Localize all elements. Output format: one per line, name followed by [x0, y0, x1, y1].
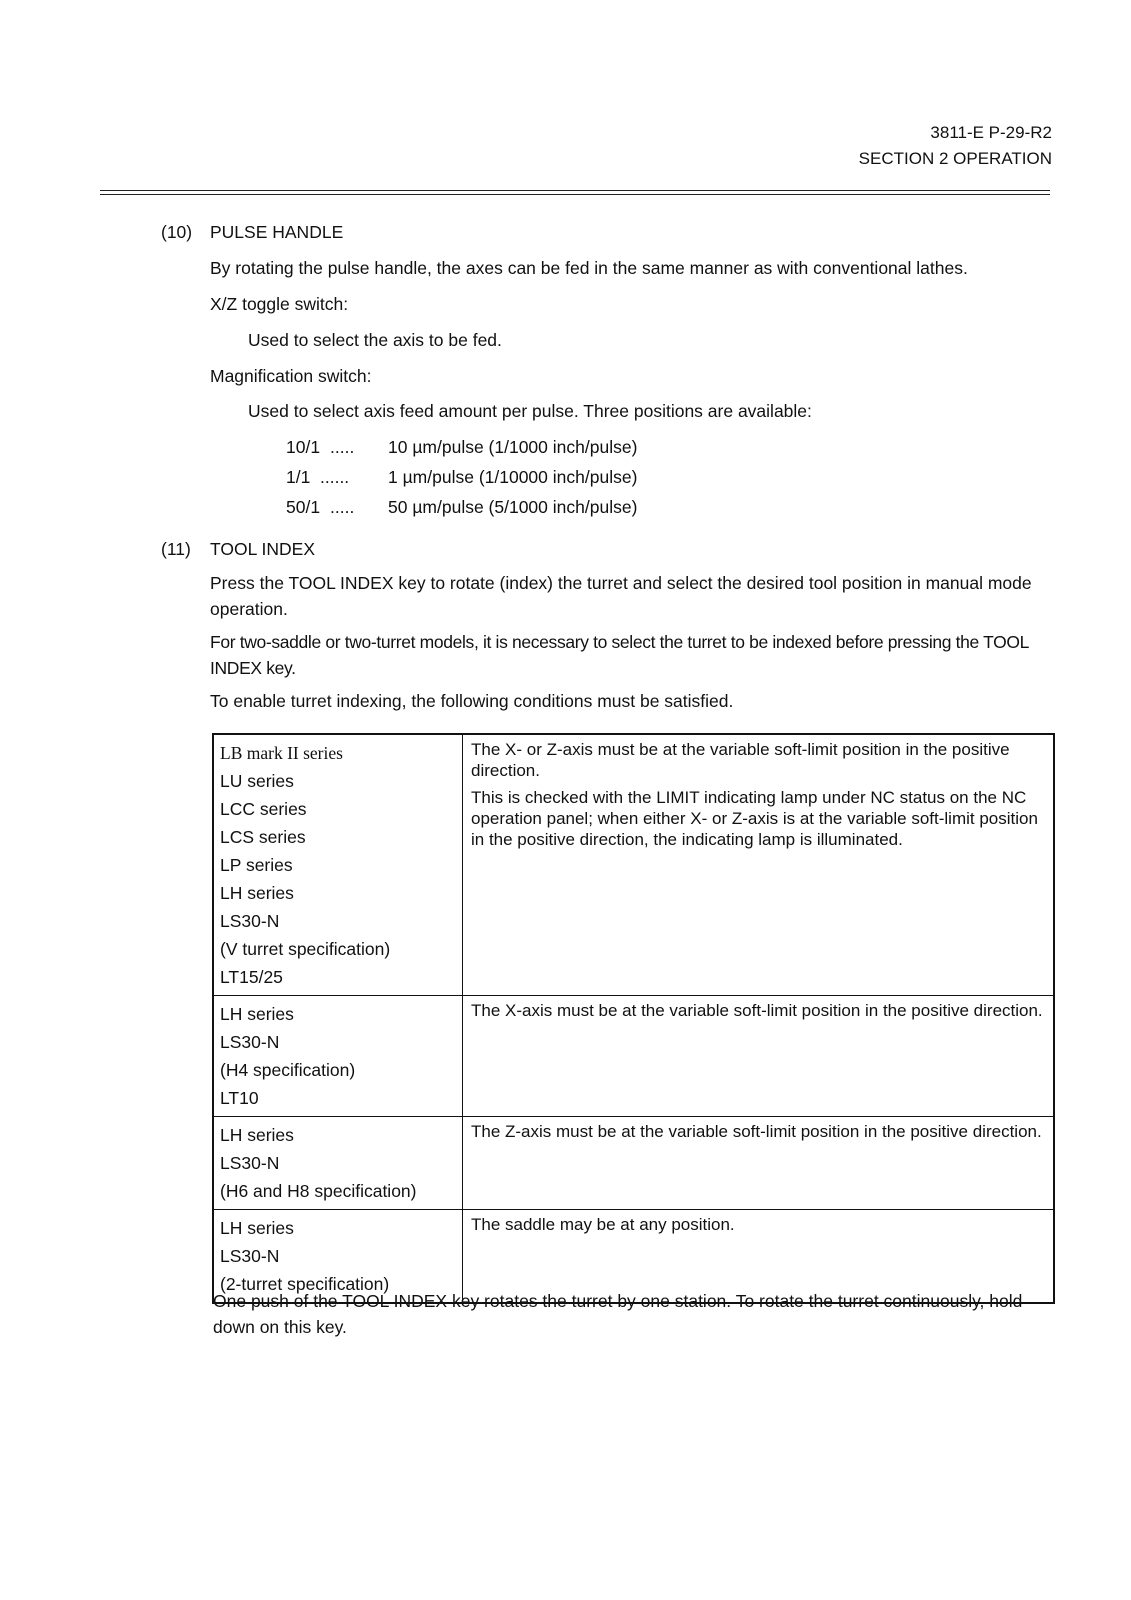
model-name: (2-turret specification)	[220, 1274, 390, 1294]
condition-text: The saddle may be at any position.	[471, 1215, 735, 1234]
position-value: 1 µm/pulse (1/10000 inch/pulse)	[388, 467, 638, 487]
header-rule-top	[100, 190, 1050, 191]
model-name: LCS series	[220, 827, 306, 847]
xz-toggle-desc: Used to select the axis to be fed.	[248, 330, 502, 350]
model-name: LH series	[220, 883, 294, 903]
model-name: LB mark II series	[220, 743, 343, 763]
models-cell	[213, 996, 463, 1117]
table-row	[213, 996, 1054, 1117]
condition-text: The X- or Z-axis must be at the variable soft-limit position in the positive direction.	[471, 740, 1010, 780]
magnification-label: Magnification switch:	[210, 366, 372, 386]
condition-cell	[463, 734, 1055, 996]
document-code: 3811-E P-29-R2	[930, 123, 1052, 142]
section-11-para1: Press the TOOL INDEX key to rotate (index) the turret and select the desired tool position in manual mode operation.	[210, 573, 1032, 619]
model-name: (V turret specification)	[220, 939, 391, 959]
page-header	[859, 120, 1052, 172]
section-heading: SECTION 2 OPERATION	[858, 149, 1052, 168]
position-ratio: 1/1	[286, 467, 311, 487]
position-ratio: 50/1	[286, 497, 321, 517]
model-name: LS30-N	[220, 911, 280, 931]
position-dots: .....	[330, 437, 355, 457]
condition-cell	[463, 1117, 1055, 1210]
model-name: LS30-N	[220, 1032, 280, 1052]
section-11-closing: One push of the TOOL INDEX key rotates the turret by one station. To rotate the turret continuously, hold down on this key.	[213, 1291, 1023, 1337]
model-name: LP series	[220, 855, 293, 875]
section-10-title: PULSE HANDLE	[210, 222, 344, 242]
model-name: (H6 and H8 specification)	[220, 1181, 417, 1201]
model-name: LH series	[220, 1125, 294, 1145]
table-row	[213, 1117, 1054, 1210]
header-rule-bottom	[100, 194, 1050, 195]
condition-text: The X-axis must be at the variable soft-limit position in the positive direction.	[471, 1001, 1043, 1020]
model-name: LS30-N	[220, 1246, 280, 1266]
position-value: 50 µm/pulse (5/1000 inch/pulse)	[388, 497, 638, 517]
model-name: (H4 specification)	[220, 1060, 356, 1080]
condition-text: The Z-axis must be at the variable soft-limit position in the positive direction.	[471, 1122, 1042, 1141]
position-ratio: 10/1	[286, 437, 321, 457]
condition-cell	[463, 996, 1055, 1117]
magnification-desc: Used to select axis feed amount per pulse. Three positions are available:	[248, 401, 812, 421]
xz-toggle-label: X/Z toggle switch:	[210, 294, 349, 314]
model-name: LT15/25	[220, 967, 283, 987]
model-name: LS30-N	[220, 1153, 280, 1173]
model-name: LH series	[220, 1218, 294, 1238]
model-name: LT10	[220, 1088, 259, 1108]
section-11-para3: To enable turret indexing, the following conditions must be satisfied.	[210, 691, 734, 711]
models-cell	[213, 1117, 463, 1210]
model-name: LH series	[220, 1004, 294, 1024]
models-cell	[213, 734, 463, 996]
section-10-intro: By rotating the pulse handle, the axes can be fed in the same manner as with conventional lathes.	[210, 258, 968, 278]
indexing-conditions-table	[212, 733, 1055, 1304]
model-name: LCC series	[220, 799, 307, 819]
section-11-title: TOOL INDEX	[210, 539, 316, 559]
table-row	[213, 734, 1054, 996]
condition-text: This is checked with the LIMIT indicating lamp under NC status on the NC operation panel; when either X- or Z-axis is at the variable soft-limit position in the positive direction, the indicating lamp is illuminated.	[471, 788, 1038, 849]
position-dots: .....	[330, 497, 355, 517]
position-dots: ......	[320, 467, 350, 487]
section-10-number: (10)	[161, 222, 193, 242]
section-11-number: (11)	[161, 539, 191, 559]
model-name: LU series	[220, 771, 294, 791]
position-value: 10 µm/pulse (1/1000 inch/pulse)	[388, 437, 638, 457]
section-11-para2: For two-saddle or two-turret models, it is necessary to select the turret to be indexed before pressing the TOOL INDEX key.	[210, 632, 1029, 678]
